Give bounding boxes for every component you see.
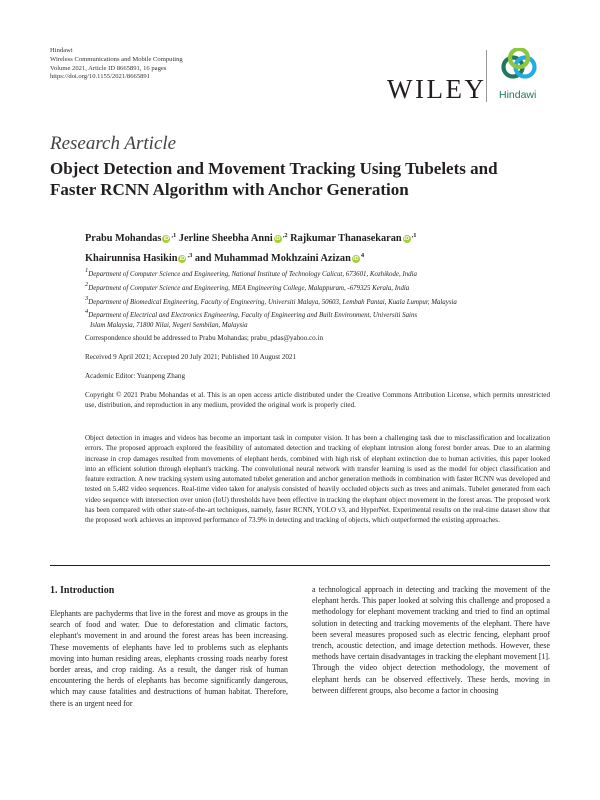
academic-editor: Academic Editor: Yuanpeng Zhang: [85, 372, 186, 380]
wiley-logo: WILEY: [387, 74, 487, 104]
hindawi-logo-icon: [499, 48, 539, 85]
journal-name: Wireless Communications and Mobile Computing: [50, 55, 183, 63]
volume-info: Volume 2021, Article ID 8665891, 16 pages: [50, 64, 167, 72]
intro-column-right: a technological approach in detecting and tracking the movement of the elephant herds. This paper looked at solving this challenge and proposed a methodology for elephant movement tracking and tried to find an optimal solution in detecting and tracking movements of the elephant. There have been several measures proposed such as electric fencing, elephant proof trench, acoustic detection, and image detection methods. However, these methods have certain disadvantages in tracking the elephant movement [1]. Through the video object detection methodology, the movement of elephant herds can be observed effectively. These herds, moving in between different groups, also become a factor in choosing: [312, 585, 550, 695]
affiliation-item: 1Department of Computer Science and Engineering, National Institute of Technology Calicut, 673601, Kozhikode, India: [85, 267, 417, 278]
journal-header: [50, 47, 183, 82]
correspondence: Correspondence should be addressed to Prabu Mohandas; prabu_pdas@yahoo.co.in: [85, 334, 324, 342]
author-sup: ,1: [171, 232, 177, 239]
page-title: [50, 158, 550, 200]
author-name: Jerline Sheebha Anni: [178, 233, 273, 244]
publisher-name: Hindawi: [50, 47, 73, 54]
author-sup: ,3: [187, 252, 193, 259]
author-sup: ,2: [282, 232, 288, 239]
affiliation-item: Islam Malaysia, 71800 Nilai, Negeri Sembilan, Malaysia: [90, 322, 248, 330]
orcid-icon[interactable]: iD: [163, 236, 170, 242]
affiliations: [85, 266, 555, 331]
intro-column-left: Elephants are pachyderms that live in the forest and move as groups in the search of food and water. Due to deforestation and climatic factors, elephant's movement in and around the forest areas has been increasing. These movements of elephants have led to problems such as elephants moving into human residing areas, elephants crossing roads nearby forest border areas, and crop raiding. As a result, the danger risk of human encountering the herds of elephants has become significantly dangerous, which may cause fatalities and destructions of human habitat. Therefore, there is an urgent need for: [50, 609, 288, 708]
affiliation-item: 4Department of Electrical and Electronics Engineering, Faculty of Engineering and Built Environment, Universiti Sains: [85, 308, 418, 320]
abstract: Object detection in images and videos has become an important task in computer vision. It has been a challenging task due to misclassification and localization errors. The proposed approach explored the feasibility of automated detection and tracking of elephant intrusion along forest border areas. Due to an alarming increase in crop damages resulted from movements of elephant herds, combined with high risk of elephant extinction due to human activities, this paper looked into an efficient solution through elephant's tracking. The convolutional neural network with transfer learning is used as the model for object classification and feature extraction. A new tracking system using automated tubelet generation and anchor generation methods in combination with faster RCNN was developed and tested on 5,482 video sequences. Real-time video taken for analysis consisted of heavily occluded objects such as trees and animals. Tubelet generated from each video sequence with intersection over union (IoU) thresholds have been effective in tracking the elephant object movement in the forest areas. The proposed work has been compared with other state-of-the-art techniques, namely, faster RCNN, YOLO v3, and HyperNet. Experimental results on the real-time dataset show that the proposed work achieves an improved performance of 73.9% in detecting and tracking of objects, which outperformed the existing approaches.: [85, 434, 550, 525]
title-line-1: Object Detection and Movement Tracking Using Tubelets and: [50, 159, 498, 178]
doi-link[interactable]: https://doi.org/10.1155/2021/8665891: [50, 73, 151, 81]
author-sup: ,1: [411, 232, 417, 239]
hindawi-logo-text: Hindawi: [499, 89, 537, 101]
orcid-icon[interactable]: iD: [403, 236, 410, 242]
article-type: Research Article: [50, 133, 177, 154]
copyright-notice: Copyright © 2021 Prabu Mohandas et al. This is an open access article distributed under the Creative Commons Attribution License, which permits unrestricted use, distribution, and reproduction in any medium, provided the original work is properly cited.: [85, 391, 550, 409]
author-line-2: [85, 247, 545, 267]
title-line-2: Faster RCNN Algorithm with Anchor Generation: [50, 180, 409, 199]
affiliation-item: 3Department of Biomedical Engineering, Faculty of Engineering, Universiti Malaya, 50603, Lembah Pantai, Kuala Lumpur, Malaysia: [85, 294, 457, 306]
and-word: and: [194, 253, 212, 264]
author-list: [85, 227, 545, 267]
author-sup: 4: [360, 252, 365, 259]
author-line-1: [85, 227, 545, 247]
logo-divider: [486, 50, 487, 102]
author-name: Muhammad Mokhzaini Azizan: [214, 253, 351, 264]
dates: Received 9 April 2021; Accepted 20 July 2021; Published 10 August 2021: [85, 353, 297, 361]
section-heading: 1. Introduction: [50, 585, 115, 596]
author-name: Rajkumar Thanasekaran: [290, 233, 402, 244]
author-name: Khairunnisa Hasikin: [85, 253, 178, 264]
author-name: Prabu Mohandas: [85, 233, 162, 244]
orcid-icon[interactable]: iD: [353, 256, 359, 262]
orcid-icon[interactable]: iD: [274, 236, 281, 242]
orcid-icon[interactable]: iD: [179, 256, 186, 262]
divider: [50, 565, 550, 566]
affiliation-item: 2Department of Computer Science and Engineering, MEA Engineering College, Malappuram, -679325 Kerala, India: [85, 280, 410, 292]
